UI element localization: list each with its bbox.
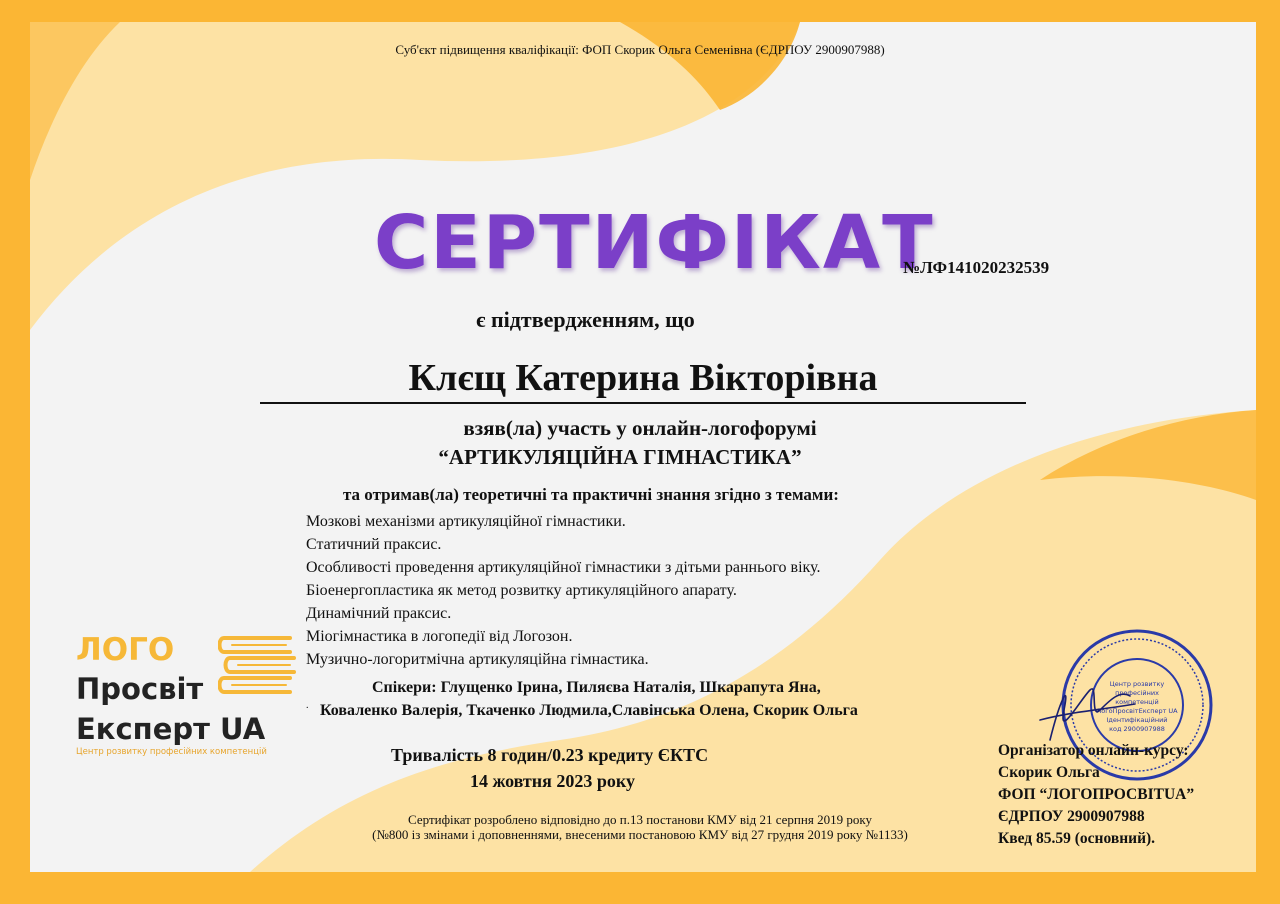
duration-text: Тривалість 8 годин/0.23 кредиту ЄКТС xyxy=(391,745,709,765)
logo-line-3: Експерт UA xyxy=(76,712,266,746)
stamp-line: Центр розвитку xyxy=(1109,680,1165,688)
speakers-line-2 xyxy=(320,702,858,720)
organizer-block xyxy=(998,740,1194,850)
stamp-line: код 2900907988 xyxy=(1109,725,1165,733)
organizer-line-3: ФОП “ЛОГОПРОСВІТUA” xyxy=(998,786,1195,803)
logo-line-2: Просвіт xyxy=(76,672,204,706)
knowledge-intro: та отримав(ла) теоретичні та практичні знання згідно з темами: xyxy=(343,485,839,504)
stamp-line: компетенцій xyxy=(1115,698,1159,706)
topic-item: Біоенергопластика як метод розвитку артикуляційного апарату. xyxy=(306,582,737,599)
certificate-title: СЕРТИФІКАТ xyxy=(374,200,935,286)
organizer-line-4: ЄДРПОУ 2900907988 xyxy=(998,808,1145,825)
topic-item: Особливості проведення артикуляційної гімнастики з дітьми раннього віку. xyxy=(306,559,821,576)
speakers-text: Коваленко Валерія, Ткаченко Людмила,Славінська Олена, Скорик Ольга xyxy=(320,702,858,719)
confirmation-text: є підтвердженням, що xyxy=(476,307,695,332)
organizer-line-1: Організатор онлайн-курсу: xyxy=(998,742,1189,759)
stamp-line: професійних xyxy=(1115,689,1159,697)
topic-item: Статичний праксис. xyxy=(306,536,442,553)
organizer-line-2: Скорик Ольга xyxy=(998,764,1100,781)
issuer-line: Суб'єкт підвищення кваліфікації: ФОП Скорик Ольга Семенівна (ЄДРПОУ 2900907988) xyxy=(395,42,885,57)
participation-text: взяв(ла) участь у онлайн-логофорумі xyxy=(463,416,817,440)
signature xyxy=(1030,660,1140,750)
logo-tagline: Центр розвитку професійних компетенцій xyxy=(76,747,267,757)
recipient-name: Клєщ Катерина Вікторівна xyxy=(260,356,1026,404)
topic-item: Мозкові механізми артикуляційної гімнастики. xyxy=(306,513,626,530)
topic-item: Міогімнастика в логопедії від Логозон. xyxy=(306,628,573,645)
topic-item: Динамічний праксис. xyxy=(306,605,452,622)
stamp-line: ЛогоПросвітЕксперт UA xyxy=(1096,707,1178,715)
logo-line-1: ЛОГО xyxy=(76,632,175,668)
logo xyxy=(76,632,306,762)
date-text: 14 жовтня 2023 року xyxy=(470,771,636,791)
footnote-line-2: (№800 із змінами і доповненнями, внесеними постановою КМУ від 27 грудня 2019 року №1133) xyxy=(372,827,908,842)
footnote-line-1: Сертифікат розроблено відповідно до п.13 постанови КМУ від 21 серпня 2019 року xyxy=(408,812,872,827)
organizer-line-5: Квед 85.59 (основний). xyxy=(998,830,1156,847)
speakers-line-1: Спікери: Глущенко Ірина, Пиляєва Наталія, Шкарапута Яна, xyxy=(372,679,821,696)
topic-item: Музично-логоритмічна артикуляційна гімнастика. xyxy=(306,651,649,668)
forum-title: “АРТИКУЛЯЦІЙНА ГІМНАСТИКА” xyxy=(438,445,802,469)
topics-list xyxy=(306,510,820,671)
books-stack-icon xyxy=(218,632,298,707)
certificate-number: №ЛФ141020232539 xyxy=(903,258,1050,277)
bullet-dot: . xyxy=(306,700,309,711)
stamp-line: Ідентифікаційний xyxy=(1106,716,1168,724)
